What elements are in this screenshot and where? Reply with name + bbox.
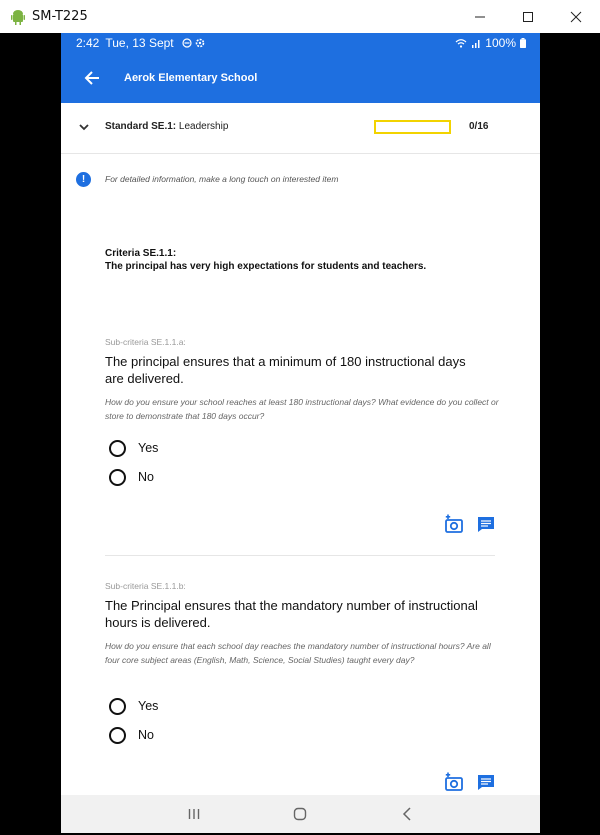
standard-label	[105, 121, 228, 132]
close-button[interactable]	[552, 0, 600, 33]
home-icon	[293, 807, 307, 821]
recent-apps-icon	[187, 808, 201, 820]
criteria-title: Criteria SE.1.1:	[105, 248, 177, 259]
info-text: For detailed information, make a long touch on interested item	[105, 174, 339, 184]
back-nav-button[interactable]	[392, 799, 422, 829]
chevron-down-icon[interactable]	[77, 120, 91, 134]
recent-apps-button[interactable]	[179, 799, 209, 829]
settings-status-icon	[195, 38, 205, 48]
comment-icon	[476, 514, 496, 534]
status-bar	[61, 33, 540, 53]
standard-code: Standard SE.1:	[105, 121, 177, 132]
add-comment-button[interactable]	[475, 771, 497, 793]
radio-button[interactable]	[109, 469, 126, 486]
add-photo-button[interactable]	[443, 771, 465, 793]
radio-label: No	[138, 470, 154, 484]
close-icon	[570, 11, 582, 23]
maximize-button[interactable]	[504, 0, 552, 33]
standard-name: Leadership	[176, 121, 229, 132]
window-title: SM-T225	[32, 9, 88, 24]
battery-percent: 100%	[485, 36, 516, 50]
radio-label: Yes	[138, 441, 159, 455]
radio-label: Yes	[138, 699, 159, 713]
minimize-button[interactable]	[456, 0, 504, 33]
back-button[interactable]	[79, 65, 105, 91]
android-nav-bar	[61, 795, 540, 833]
wifi-icon	[455, 38, 467, 48]
info-icon: !	[76, 172, 91, 187]
sub-criteria-hint: How do you ensure that each school day reaches the mandatory number of instructional hours? Are all four core subject areas (English, Math, Science, Social Studies) taught every day?	[105, 641, 491, 665]
radio-button[interactable]	[109, 440, 126, 457]
sub-criteria-title: The principal ensures that a minimum of 180 instructional days are delivered.	[105, 354, 466, 386]
standard-header[interactable]	[61, 103, 540, 154]
add-comment-button[interactable]	[475, 513, 497, 535]
maximize-icon	[522, 11, 534, 23]
android-icon	[10, 9, 26, 25]
sub-criteria-label: Sub-criteria SE.1.1.b:	[105, 581, 186, 591]
sub-criteria-actions	[443, 771, 497, 793]
home-button[interactable]	[285, 799, 315, 829]
sub-criteria-label: Sub-criteria SE.1.1.a:	[105, 337, 186, 347]
app-title: Aerok Elementary School	[124, 72, 258, 84]
window-titlebar	[0, 0, 600, 33]
standard-progress-count: 0/16	[469, 121, 489, 132]
arrow-back-icon	[84, 71, 100, 85]
do-not-disturb-icon	[182, 38, 192, 48]
status-date: Tue, 13 Sept	[105, 36, 174, 50]
radio-option-no[interactable]	[109, 467, 154, 487]
radio-button[interactable]	[109, 727, 126, 744]
criteria-description: The principal has very high expectations for students and teachers.	[105, 261, 427, 272]
device-screen	[61, 33, 540, 833]
add-photo-icon	[444, 514, 464, 534]
sub-criteria-actions	[443, 513, 497, 535]
standard-progress-bar	[374, 120, 451, 134]
radio-label: No	[138, 728, 154, 742]
window-controls	[456, 0, 600, 33]
main-content	[61, 103, 540, 795]
comment-icon	[476, 772, 496, 792]
status-right	[455, 36, 526, 50]
battery-icon	[520, 38, 526, 48]
sub-criteria-hint: How do you ensure your school reaches at least 180 instructional days? What evidence do you collect or store to demonstrate that 180 days occur?	[105, 397, 499, 421]
add-photo-icon	[444, 772, 464, 792]
signal-icon	[471, 38, 481, 48]
minimize-icon	[474, 11, 486, 23]
radio-option-yes[interactable]	[109, 696, 158, 716]
sub-criteria-title: The Principal ensures that the mandatory number of instructional hours is delivered.	[105, 598, 478, 630]
status-time: 2:42	[76, 36, 100, 50]
radio-option-yes[interactable]	[109, 438, 158, 458]
chevron-left-icon	[402, 807, 412, 821]
divider	[105, 555, 495, 556]
radio-button[interactable]	[109, 698, 126, 715]
app-bar	[61, 53, 540, 103]
add-photo-button[interactable]	[443, 513, 465, 535]
radio-option-no[interactable]	[109, 725, 154, 745]
